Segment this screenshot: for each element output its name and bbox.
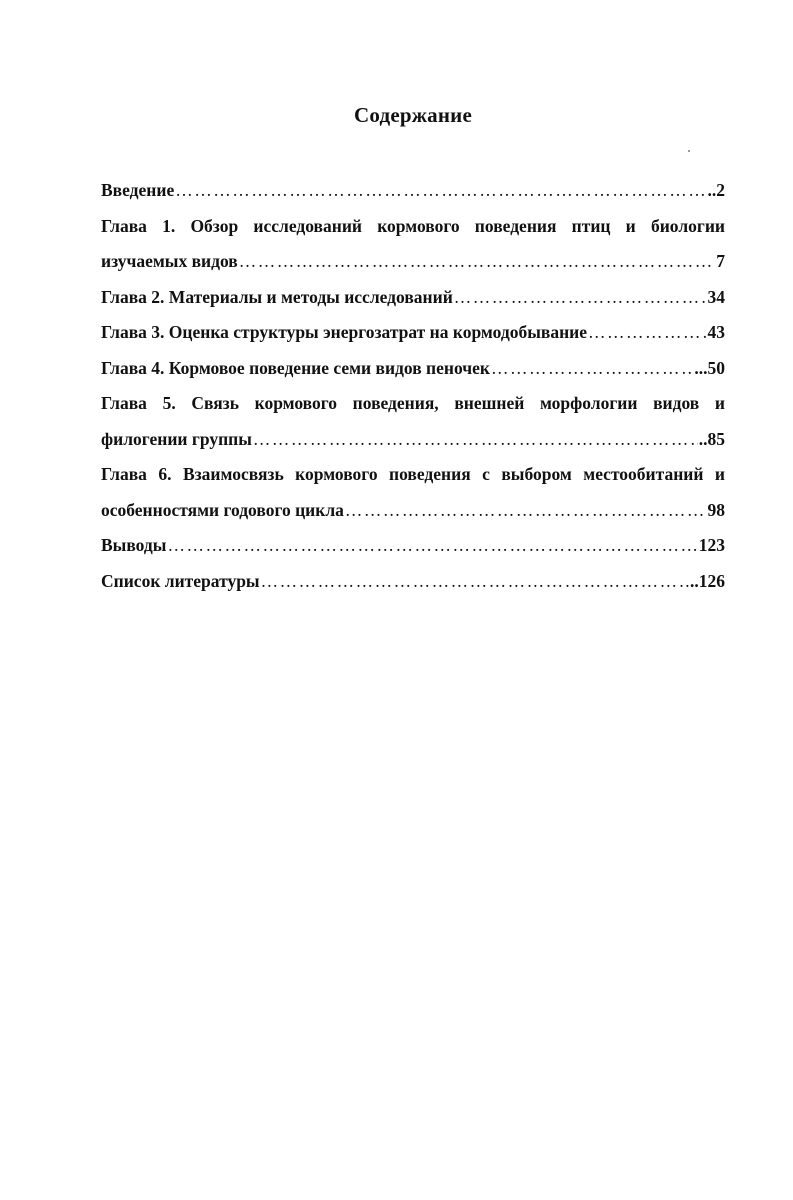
toc-entry-page: 43 (707, 322, 725, 342)
toc-leader-dots (588, 315, 706, 351)
toc-entry-label: Глава 2. Материалы и методы исследований (101, 286, 453, 307)
toc-entry-page: 7 (716, 251, 725, 271)
toc-entry-label: Введение (101, 180, 175, 200)
toc-leader-dots (239, 244, 716, 280)
toc-entry-page: 34 (707, 286, 725, 307)
toc-entry-first-line: Глава 5. Связь кормового поведения, внешней морфологии видов и (101, 393, 725, 413)
toc-entry-label: изучаемых видов (101, 251, 238, 271)
toc-entry-page: ..2 (707, 180, 725, 200)
toc-entry-page: 98 (707, 499, 725, 520)
toc-entry-chapter-4[interactable] (101, 351, 725, 387)
toc-entry-chapter-5[interactable] (101, 386, 725, 457)
toc-entry-label: Глава 3. Оценка структуры энергозатрат на кормодобывание (101, 322, 588, 342)
toc-leader-dots (253, 422, 698, 458)
toc-entry-first-line: Глава 6. Взаимосвязь кормового поведения с выбором местообитаний и (101, 464, 725, 484)
toc-leader-dots (345, 493, 707, 529)
toc-entry-label: филогении группы (101, 428, 252, 449)
toc-entry-chapter-1[interactable] (101, 209, 725, 280)
toc-entry-page: ..85 (698, 428, 725, 449)
toc-entry-page: ..126 (690, 570, 725, 591)
toc-entry-chapter-3[interactable] (101, 315, 725, 351)
toc-entry-chapter-6[interactable] (101, 457, 725, 528)
toc-leader-dots (454, 280, 707, 316)
toc-leader-dots (167, 528, 697, 564)
page-title: Содержание (354, 103, 472, 127)
toc-entry-label: особенностями годового цикла (101, 499, 344, 520)
toc-entry-chapter-2[interactable] (101, 280, 725, 316)
toc-entry-introduction[interactable] (101, 173, 725, 209)
table-of-contents (101, 173, 725, 599)
toc-entry-first-line: Глава 1. Обзор исследований кормового поведения птиц и биологии (101, 215, 725, 236)
toc-entry-conclusions[interactable] (101, 528, 725, 564)
toc-entry-label: Список литературы (101, 570, 260, 591)
toc-leader-dots (175, 173, 706, 209)
toc-entry-page: ...50 (694, 357, 725, 378)
toc-leader-dots (261, 564, 689, 600)
toc-entry-page: 123 (698, 535, 725, 555)
toc-leader-dots (491, 351, 693, 387)
scan-speck (688, 150, 690, 152)
toc-entry-references[interactable] (101, 564, 725, 600)
toc-entry-label: Глава 4. Кормовое поведение семи видов пеночек (101, 357, 490, 378)
toc-entry-label: Выводы (101, 535, 167, 555)
